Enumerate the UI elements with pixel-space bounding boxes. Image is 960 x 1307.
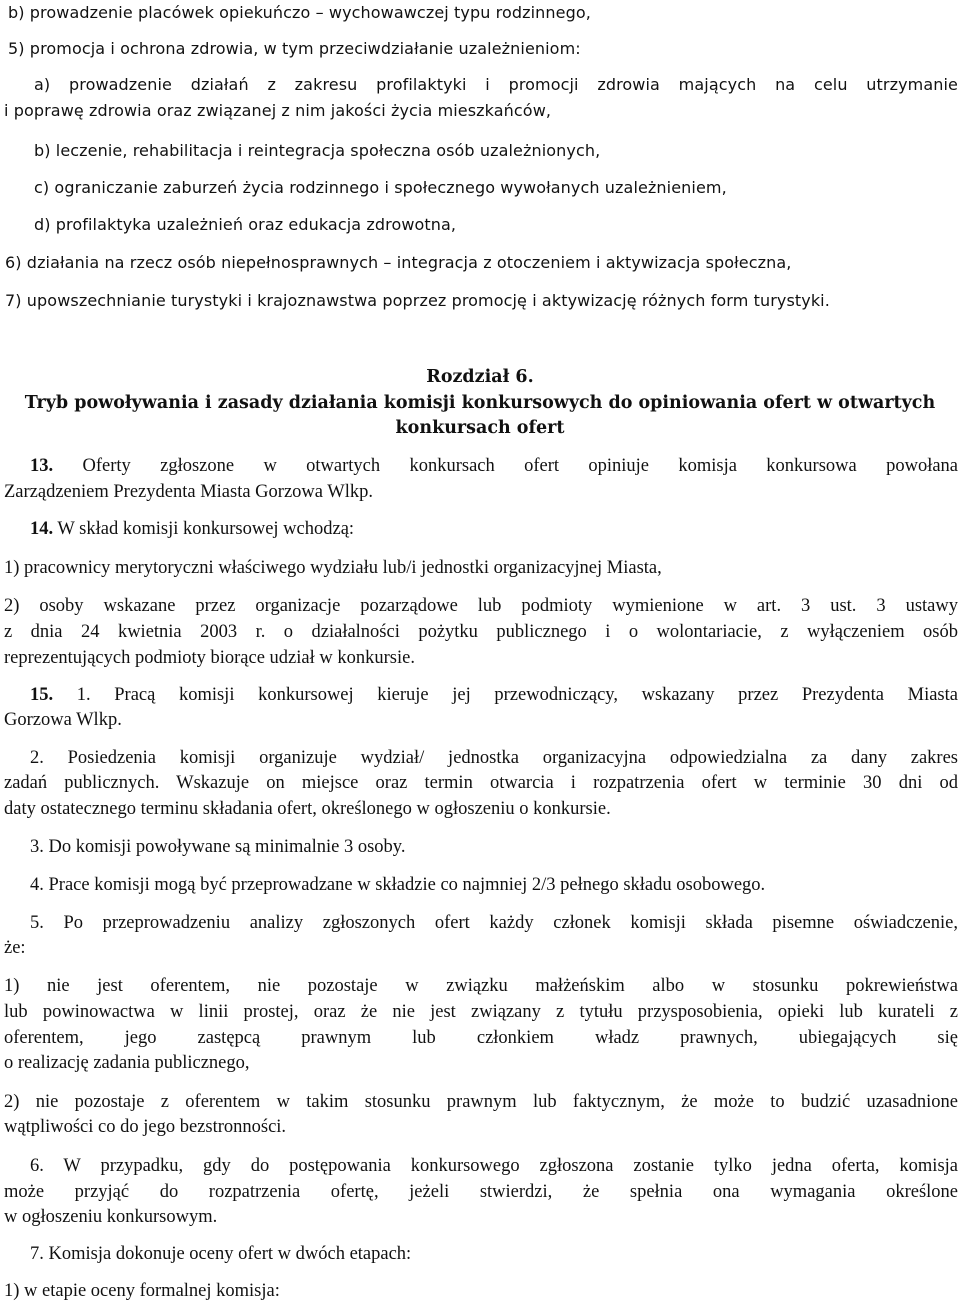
paragraph-15-point-2: 2. Posiedzenia komisji organizuje wydział/ jednostka organizacyjna odpowiedzialna za dany zakres	[30, 748, 958, 768]
paragraph-number: 15.	[30, 685, 54, 705]
paragraph-15-point-6: 6. W przypadku, gdy do postępowania konkursowego zgłoszona zostanie tylko jedna oferta, komisja	[30, 1156, 958, 1176]
paragraph-continuation: że:	[4, 938, 26, 958]
list-item: 7) upowszechnianie turystyki i krajoznawstwa poprzez promocję i aktywizację różnych form turystyki.	[5, 291, 830, 310]
paragraph-text: 1. Pracą komisji konkursowej kieruje jej przewodniczący, wskazany przez Prezydenta Miasta	[76, 685, 958, 705]
paragraph-14	[30, 518, 354, 540]
list-item: d) profilaktyka uzależnień oraz edukacja zdrowotna,	[34, 215, 457, 234]
paragraph-15-point-5: 5. Po przeprowadzeniu analizy zgłoszonych ofert każdy członek komisji składa pisemne oświadczenie,	[30, 913, 958, 933]
paragraph-13-continuation: Zarządzeniem Prezydenta Miasta Gorzowa Wlkp.	[4, 482, 373, 502]
list-item: 1) nie jest oferentem, nie pozostaje w związku małżeńskim albo w stosunku pokrewieństwa	[4, 976, 958, 996]
list-item: 1) pracownicy merytoryczni właściwego wydziału lub/i jednostki organizacyjnej Miasta,	[4, 558, 662, 578]
paragraph-15	[30, 684, 958, 706]
chapter-title: Tryb powoływania i zasady działania komisji konkursowych do opiniowania ofert w otwartych	[24, 393, 936, 413]
list-item-continuation: reprezentujących podmioty biorące udział w konkursie.	[4, 648, 415, 668]
list-item-continuation: oferentem, jego zastępcą prawnym lub członkiem władz prawnych, ubiegających się	[4, 1028, 958, 1048]
list-item-continuation: lub powinowactwa w linii prostej, oraz że nie jest związany z tytułu przysposobienia, opieki lub kurateli z	[4, 1002, 958, 1022]
list-item-continuation: wątpliwości co do jego bezstronności.	[4, 1117, 287, 1137]
list-item: 2) nie pozostaje z oferentem w takim stosunku prawnym lub faktycznym, że może to budzić uzasadnione	[4, 1092, 958, 1112]
list-item: a) prowadzenie działań z zakresu profilaktyki i promocji zdrowia mających na celu utrzymanie	[34, 75, 958, 94]
list-item: 2) osoby wskazane przez organizacje pozarządowe lub podmioty wymienione w art. 3 ust. 3 ustawy	[4, 596, 958, 616]
list-item: b) leczenie, rehabilitacja i reintegracja społeczna osób uzależnionych,	[34, 141, 601, 160]
paragraph-15-point-4: 4. Prace komisji mogą być przeprowadzane w składzie co najmniej 2/3 pełnego składu osobowego.	[30, 875, 766, 895]
list-item: 6) działania na rzecz osób niepełnosprawnych – integracja z otoczeniem i aktywizacja społeczna,	[5, 253, 792, 272]
list-item-continuation: i poprawę zdrowia oraz związanej z nim jakości życia mieszkańców,	[4, 101, 552, 120]
list-item-continuation: o realizację zadania publicznego,	[4, 1053, 250, 1073]
paragraph-continuation: w ogłoszeniu konkursowym.	[4, 1207, 218, 1227]
paragraph-continuation: Gorzowa Wlkp.	[4, 710, 122, 730]
paragraph-continuation: zadań publicznych. Wskazuje on miejsce oraz termin otwarcia i rozpatrzenia ofert w terminie 30 dni od	[4, 773, 958, 793]
list-item: 5) promocja i ochrona zdrowia, w tym przeciwdziałanie uzależnieniom:	[8, 39, 581, 58]
chapter-number: Rozdział 6.	[426, 367, 534, 387]
paragraph-number: 14.	[30, 519, 54, 539]
paragraph-number: 13.	[30, 456, 54, 476]
paragraph-13	[30, 455, 958, 477]
list-item-continuation: z dnia 24 kwietnia 2003 r. o działalności pożytku publicznego i o wolontariacie, z wyłączeniem osób	[4, 622, 958, 642]
paragraph-text: Oferty zgłoszone w otwartych konkursach ofert opiniuje komisja konkursowa powołana	[82, 456, 959, 476]
paragraph-continuation: może przyjąć do rozpatrzenia ofertę, jeżeli stwierdzi, że spełnia ona wymagania określone	[4, 1182, 958, 1202]
paragraph-15-point-7: 7. Komisja dokonuje oceny ofert w dwóch etapach:	[30, 1244, 412, 1264]
paragraph-text: W skład komisji konkursowej wchodzą:	[57, 519, 355, 539]
chapter-title-continuation: konkursach ofert	[395, 418, 565, 438]
paragraph-continuation: daty ostatecznego terminu składania ofert, określonego w ogłoszeniu o konkursie.	[4, 799, 611, 819]
list-item: 1) w etapie oceny formalnej komisja:	[4, 1281, 280, 1301]
paragraph-15-point-3: 3. Do komisji powoływane są minimalnie 3 osoby.	[30, 837, 406, 857]
list-item: c) ograniczanie zaburzeń życia rodzinnego i społecznego wywołanych uzależnieniem,	[34, 178, 727, 197]
list-item: b) prowadzenie placówek opiekuńczo – wychowawczej typu rodzinnego,	[8, 3, 591, 22]
